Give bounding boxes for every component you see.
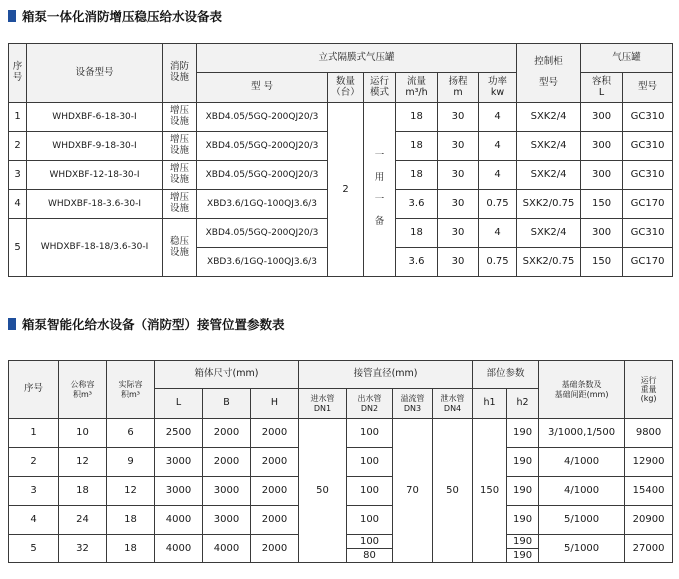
cell-B: 2000 bbox=[203, 448, 251, 477]
header-lift: 扬程 m bbox=[438, 73, 479, 103]
cell-nominal: 18 bbox=[59, 477, 107, 506]
cell-type: XBD4.05/5GQ-200QJ20/3 bbox=[197, 103, 328, 132]
cell-ctrl: SXK2/0.75 bbox=[517, 190, 581, 219]
cell-foundation: 3/1000,1/500 bbox=[539, 419, 625, 448]
cell-seq: 4 bbox=[9, 506, 59, 535]
cell-dn3: 70 bbox=[393, 419, 433, 563]
cell-nominal: 10 bbox=[59, 419, 107, 448]
header-H: H bbox=[251, 389, 299, 419]
cell-weight: 9800 bbox=[625, 419, 673, 448]
cell-seq: 5 bbox=[9, 219, 27, 277]
cell-volume: 300 bbox=[581, 132, 623, 161]
cell-seq: 3 bbox=[9, 161, 27, 190]
cell-H: 2000 bbox=[251, 448, 299, 477]
cell-dn1: 50 bbox=[299, 419, 347, 563]
header-pressure-tank: 气压罐 bbox=[581, 44, 673, 73]
cell-tank: GC310 bbox=[623, 103, 673, 132]
header-dn3: 溢流管 DN3 bbox=[393, 389, 433, 419]
cell-power: 4 bbox=[479, 161, 517, 190]
cell-model: WHDXBF-12-18-30-I bbox=[27, 161, 163, 190]
cell-power: 4 bbox=[479, 132, 517, 161]
cell-seq: 1 bbox=[9, 103, 27, 132]
header-position-params: 部位参数 bbox=[473, 361, 539, 389]
header-power: 功率 kw bbox=[479, 73, 517, 103]
cell-h2: 190 bbox=[507, 549, 539, 563]
cell-seq: 1 bbox=[9, 419, 59, 448]
cell-tank: GC310 bbox=[623, 132, 673, 161]
cell-dn4: 50 bbox=[433, 419, 473, 563]
cell-power: 0.75 bbox=[479, 248, 517, 277]
cell-model: WHDXBF-6-18-30-I bbox=[27, 103, 163, 132]
cell-foundation: 4/1000 bbox=[539, 448, 625, 477]
cell-volume: 300 bbox=[581, 103, 623, 132]
cell-seq: 2 bbox=[9, 448, 59, 477]
cell-B: 4000 bbox=[203, 535, 251, 563]
cell-h2: 190 bbox=[507, 535, 539, 549]
cell-H: 2000 bbox=[251, 419, 299, 448]
cell-type: XBD3.6/1GQ-100QJ3.6/3 bbox=[197, 248, 328, 277]
cell-fire: 增压 设施 bbox=[163, 132, 197, 161]
header-dn2: 出水管 DN2 bbox=[347, 389, 393, 419]
cell-tank: GC170 bbox=[623, 190, 673, 219]
cell-weight: 20900 bbox=[625, 506, 673, 535]
cell-L: 3000 bbox=[155, 477, 203, 506]
cell-qty: 2 bbox=[328, 103, 364, 277]
cell-lift: 30 bbox=[438, 161, 479, 190]
header-model: 设备型号 bbox=[27, 44, 163, 103]
cell-actual: 12 bbox=[107, 477, 155, 506]
cell-ctrl: SXK2/4 bbox=[517, 219, 581, 248]
cell-L: 3000 bbox=[155, 448, 203, 477]
cell-seq: 2 bbox=[9, 132, 27, 161]
cell-power: 0.75 bbox=[479, 190, 517, 219]
cell-nominal: 24 bbox=[59, 506, 107, 535]
header-seq: 序号 bbox=[9, 361, 59, 419]
header-B: B bbox=[203, 389, 251, 419]
cell-flow: 18 bbox=[396, 161, 438, 190]
cell-H: 2000 bbox=[251, 506, 299, 535]
cell-dn2: 100 bbox=[347, 419, 393, 448]
header-foundation: 基础条数及 基础间距(mm) bbox=[539, 361, 625, 419]
cell-volume: 150 bbox=[581, 248, 623, 277]
table-row bbox=[9, 419, 673, 448]
cell-ctrl: SXK2/4 bbox=[517, 161, 581, 190]
cell-lift: 30 bbox=[438, 103, 479, 132]
cell-dn2: 100 bbox=[347, 506, 393, 535]
cell-lift: 30 bbox=[438, 132, 479, 161]
header-pipe-diameter: 接管直径(mm) bbox=[299, 361, 473, 389]
header-nominal-volume: 公称容 积m³ bbox=[59, 361, 107, 419]
section-marker-icon bbox=[8, 318, 16, 330]
cell-fire: 增压 设施 bbox=[163, 161, 197, 190]
header-control-cabinet: 控制柜 型号 bbox=[517, 44, 581, 103]
cell-tank: GC310 bbox=[623, 219, 673, 248]
cell-h2: 190 bbox=[507, 506, 539, 535]
header-volume: 容积 L bbox=[581, 73, 623, 103]
cell-ctrl: SXK2/0.75 bbox=[517, 248, 581, 277]
section2-title-text: 箱泵智能化给水设备（消防型）接管位置参数表 bbox=[22, 317, 285, 332]
cell-volume: 300 bbox=[581, 219, 623, 248]
cell-L: 2500 bbox=[155, 419, 203, 448]
cell-dn2: 100 bbox=[347, 448, 393, 477]
cell-actual: 6 bbox=[107, 419, 155, 448]
header-dn1: 进水管 DN1 bbox=[299, 389, 347, 419]
header-mode: 运行 模式 bbox=[364, 73, 396, 103]
cell-actual: 18 bbox=[107, 506, 155, 535]
cell-model: WHDXBF-18-3.6-30-I bbox=[27, 190, 163, 219]
cell-flow: 3.6 bbox=[396, 190, 438, 219]
cell-h2: 190 bbox=[507, 419, 539, 448]
cell-flow: 18 bbox=[396, 219, 438, 248]
header-h1: h1 bbox=[473, 389, 507, 419]
header-tank-model: 型号 bbox=[623, 73, 673, 103]
cell-H: 2000 bbox=[251, 535, 299, 563]
cell-flow: 18 bbox=[396, 103, 438, 132]
cell-B: 2000 bbox=[203, 419, 251, 448]
cell-weight: 15400 bbox=[625, 477, 673, 506]
cell-nominal: 32 bbox=[59, 535, 107, 563]
cell-seq: 5 bbox=[9, 535, 59, 563]
header-flow: 流量 m³/h bbox=[396, 73, 438, 103]
cell-B: 3000 bbox=[203, 477, 251, 506]
cell-lift: 30 bbox=[438, 190, 479, 219]
cell-type: XBD4.05/5GQ-200QJ20/3 bbox=[197, 132, 328, 161]
cell-weight: 12900 bbox=[625, 448, 673, 477]
table-row bbox=[9, 103, 673, 132]
cell-dn2: 80 bbox=[347, 549, 393, 563]
cell-L: 4000 bbox=[155, 535, 203, 563]
cell-foundation: 4/1000 bbox=[539, 477, 625, 506]
pipe-parameter-table bbox=[8, 360, 673, 563]
cell-dn2: 100 bbox=[347, 477, 393, 506]
header-qty: 数量 （台） bbox=[328, 73, 364, 103]
header-dn4: 泄水管 DN4 bbox=[433, 389, 473, 419]
cell-mode: 一 用 一 备 bbox=[364, 103, 396, 277]
header-h2: h2 bbox=[507, 389, 539, 419]
cell-weight: 27000 bbox=[625, 535, 673, 563]
header-box-size: 箱体尺寸(mm) bbox=[155, 361, 299, 389]
cell-power: 4 bbox=[479, 103, 517, 132]
equipment-table bbox=[8, 43, 673, 277]
cell-type: XBD4.05/5GQ-200QJ20/3 bbox=[197, 161, 328, 190]
cell-dn2: 100 bbox=[347, 535, 393, 549]
cell-type: XBD4.05/5GQ-200QJ20/3 bbox=[197, 219, 328, 248]
cell-fire: 增压 设施 bbox=[163, 190, 197, 219]
cell-tank: GC170 bbox=[623, 248, 673, 277]
cell-flow: 18 bbox=[396, 132, 438, 161]
cell-actual: 9 bbox=[107, 448, 155, 477]
section1-title bbox=[8, 7, 222, 25]
cell-lift: 30 bbox=[438, 219, 479, 248]
cell-lift: 30 bbox=[438, 248, 479, 277]
cell-h2: 190 bbox=[507, 477, 539, 506]
section2-title bbox=[8, 315, 285, 333]
cell-seq: 3 bbox=[9, 477, 59, 506]
header-L: L bbox=[155, 389, 203, 419]
section-marker-icon bbox=[8, 10, 16, 22]
cell-model: WHDXBF-9-18-30-I bbox=[27, 132, 163, 161]
cell-L: 4000 bbox=[155, 506, 203, 535]
cell-h2: 190 bbox=[507, 448, 539, 477]
cell-seq: 4 bbox=[9, 190, 27, 219]
cell-nominal: 12 bbox=[59, 448, 107, 477]
cell-B: 3000 bbox=[203, 506, 251, 535]
cell-ctrl: SXK2/4 bbox=[517, 132, 581, 161]
cell-flow: 3.6 bbox=[396, 248, 438, 277]
cell-fire: 稳压 设施 bbox=[163, 219, 197, 277]
cell-volume: 300 bbox=[581, 161, 623, 190]
header-type: 型 号 bbox=[197, 73, 328, 103]
header-fire-facility: 消防 设施 bbox=[163, 44, 197, 103]
cell-fire: 增压 设施 bbox=[163, 103, 197, 132]
header-weight: 运行 重量 (kg) bbox=[625, 361, 673, 419]
header-actual-volume: 实际容 积m³ bbox=[107, 361, 155, 419]
cell-foundation: 5/1000 bbox=[539, 535, 625, 563]
cell-volume: 150 bbox=[581, 190, 623, 219]
cell-model: WHDXBF-18-18/3.6-30-I bbox=[27, 219, 163, 277]
cell-h1: 150 bbox=[473, 419, 507, 563]
header-tank-group: 立式隔膜式气压罐 bbox=[197, 44, 517, 73]
cell-foundation: 5/1000 bbox=[539, 506, 625, 535]
cell-ctrl: SXK2/4 bbox=[517, 103, 581, 132]
cell-H: 2000 bbox=[251, 477, 299, 506]
section1-title-text: 箱泵一体化消防增压稳压给水设备表 bbox=[22, 9, 223, 24]
cell-type: XBD3.6/1GQ-100QJ3.6/3 bbox=[197, 190, 328, 219]
cell-actual: 18 bbox=[107, 535, 155, 563]
cell-tank: GC310 bbox=[623, 161, 673, 190]
cell-power: 4 bbox=[479, 219, 517, 248]
header-seq: 序 号 bbox=[9, 44, 27, 103]
